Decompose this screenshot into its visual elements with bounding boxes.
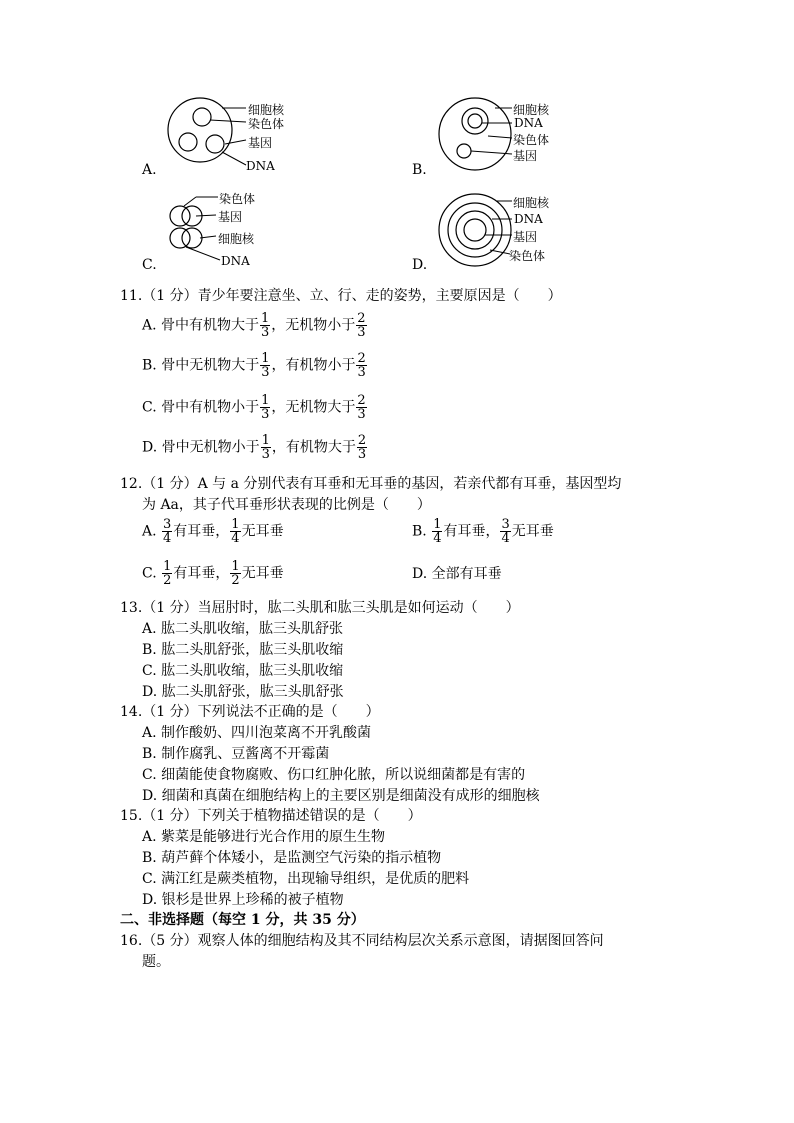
q14-option-c: C. 细菌能使食物腐败、伤口红肿化脓，所以说细菌都是有害的 [142, 767, 526, 783]
q12-option-c: C. $\frac{1}{2}$ 有耳垂， $\frac{1}{2}$ 无耳垂 [142, 559, 284, 588]
diagram-a-label-gene: 基因 [248, 136, 273, 150]
q15-option-c: C. 满江红是蕨类植物，出现输导组织，是优质的肥料 [142, 871, 470, 887]
q13-stem: 13.（1 分）当屈肘时，肱二头肌和肱三头肌是如何运动（ ） [120, 600, 520, 616]
q15-stem: 15.（1 分）下列关于植物描述错误的是（ ） [120, 808, 422, 824]
q12-option-d: D. 全部有耳垂 [412, 566, 502, 582]
q12-stem-line1: 12.（1 分）A 与 a 分别代表有耳垂和无耳垂的基因，若亲代都有耳垂，基因型均 [120, 476, 622, 492]
q13-option-a: A. 肱二头肌收缩，肱三头肌舒张 [142, 621, 344, 637]
q11-stem: 11.（1 分）青少年要注意坐、立、行、走的姿势，主要原因是（ ） [120, 288, 562, 304]
diagram-b-label-gene: 基因 [513, 149, 538, 163]
q13-option-c: C. 肱二头肌收缩，肱三头肌收缩 [142, 663, 344, 679]
q14-option-a: A. 制作酸奶、四川泡菜离不开乳酸菌 [142, 725, 372, 741]
q15-option-b: B. 葫芦藓个体矮小，是监测空气污染的指示植物 [142, 850, 442, 866]
diagram-c-letter: C. [142, 257, 157, 273]
diagram-b-label-nucleus: 细胞核 [513, 103, 550, 117]
q16-stem-line1: 16.（5 分）观察人体的细胞结构及其不同结构层次关系示意图，请据图回答问 [120, 933, 604, 949]
diagram-d-label-chromosome: 染色体 [509, 249, 546, 263]
q11-option-d: D. 骨中无机物小于 $\frac{1}{3}$ ，有机物大于 $\frac{2}{3}$ [142, 433, 367, 462]
diagram-d-label-gene: 基因 [513, 230, 538, 244]
q15-option-a: A. 紫菜是能够进行光合作用的原生生物 [142, 829, 386, 845]
diagram-a-letter: A. [142, 162, 157, 178]
q14-option-b: B. 制作腐乳、豆酱离不开霉菌 [142, 746, 330, 762]
diagram-c-label-dna: DNA [221, 254, 250, 268]
diagram-d-letter: D. [412, 257, 428, 273]
diagram-d-label-dna: DNA [514, 212, 543, 226]
q12-option-b: B. $\frac{1}{4}$ 有耳垂， $\frac{3}{4}$ 无耳垂 [412, 517, 554, 546]
q11-option-a: A. 骨中有机物大于 $\frac{1}{3}$ ，无机物小于 $\frac{2}{3}$ [142, 311, 366, 340]
diagram-b-letter: B. [412, 162, 427, 178]
section-heading: 二、非选择题（每空 1 分，共 35 分） [120, 912, 365, 928]
q14-stem: 14.（1 分）下列说法不正确的是（ ） [120, 704, 380, 720]
diagram-d-label-nucleus: 细胞核 [513, 196, 550, 210]
q13-option-b: B. 肱二头肌舒张，肱三头肌收缩 [142, 642, 344, 658]
q16-stem-line2: 题。 [142, 954, 170, 970]
diagram-a-label-nucleus: 细胞核 [248, 103, 285, 117]
q12-stem-line2: 为 Aa，其子代耳垂形状表现的比例是（ ） [142, 497, 431, 513]
diagram-c-label-chromosome: 染色体 [219, 192, 256, 206]
diagram-c-label-gene: 基因 [218, 210, 243, 224]
diagram-b-label-chromosome: 染色体 [513, 133, 550, 147]
q15-option-d: D. 银杉是世界上珍稀的被子植物 [142, 892, 344, 908]
diagram-b-label-dna: DNA [514, 116, 543, 130]
q11-option-b: B. 骨中无机物大于 $\frac{1}{3}$ ，有机物小于 $\frac{2}{3}$ [142, 351, 366, 380]
q14-option-d: D. 细菌和真菌在细胞结构上的主要区别是细菌没有成形的细胞核 [142, 788, 540, 804]
q12-option-a: A. $\frac{3}{4}$ 有耳垂， $\frac{1}{4}$ 无耳垂 [142, 517, 284, 546]
diagram-c-label-nucleus: 细胞核 [218, 232, 255, 246]
diagram-a-label-dna: DNA [246, 159, 275, 173]
q11-option-c: C. 骨中有机物小于 $\frac{1}{3}$ ，无机物大于 $\frac{2}{3}$ [142, 393, 366, 422]
q13-option-d: D. 肱二头肌舒张，肱三头肌舒张 [142, 684, 344, 700]
diagram-a-label-chromosome: 染色体 [248, 117, 285, 131]
